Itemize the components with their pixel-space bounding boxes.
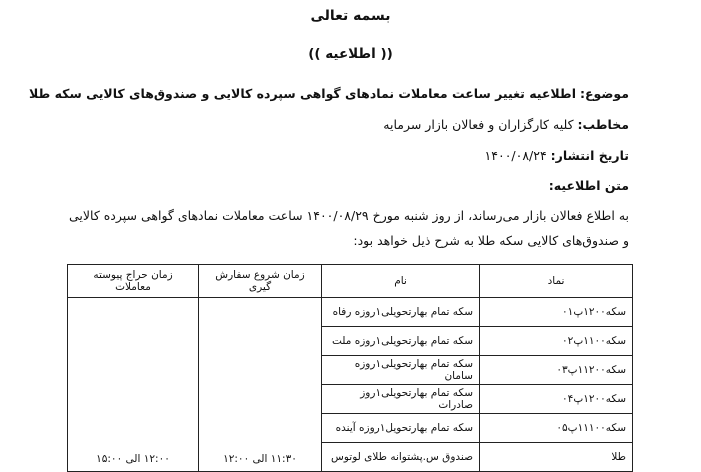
- subject-text: اطلاعیه تغییر ساعت معاملات نمادهای گواهی سپرده کالایی و صندوق‌های کالایی سکه طلا: [28, 86, 576, 101]
- body-paragraph: به اطلاع فعالان بازار می‌رساند، از روز شنبه مورخ ۱۴۰۰/۰۸/۲۹ ساعت معاملات نمادهای گواهی سپرده کالایی و صندوق‌های کالایی سکه طلا به شرح ذیل خواهد بود:: [69, 208, 629, 248]
- row-symbol: طلا: [480, 443, 633, 472]
- row-name: صندوق س.پشتوانه طلای لوتوس: [322, 443, 480, 472]
- header-name: نام: [322, 265, 480, 298]
- schedule-table: [67, 264, 633, 472]
- row-symbol: سکه۱۱۰۰پ۰۲: [480, 327, 633, 356]
- order-start-cell: ۱۱:۳۰ الی ۱۲:۰۰: [199, 298, 322, 472]
- header-order-start: زمان شروع سفارش گیری: [199, 265, 322, 298]
- continuous-auction-cell: ۱۲:۰۰ الی ۱۵:۰۰: [68, 298, 199, 472]
- header-symbol: نماد: [480, 265, 633, 298]
- row-name: سکه تمام بهارتحویلی۱روزه سامان: [322, 356, 480, 385]
- audience-label: مخاطب:: [577, 117, 629, 132]
- subject-line: [29, 86, 629, 101]
- publish-date-label: تاریخ انتشار:: [550, 148, 629, 163]
- row-name: سکه تمام بهارتحویل۱روزه آینده: [322, 414, 480, 443]
- audience-text: کلیه کارگزاران و فعالان بازار سرمایه: [383, 117, 574, 132]
- body-label: متن اطلاعیه:: [548, 178, 629, 193]
- table-row: [68, 298, 633, 327]
- basmala-heading: بسمه تعالی: [310, 8, 391, 24]
- row-symbol: سکه۱۲۰۰پ۰۱: [480, 298, 633, 327]
- row-name: سکه تمام بهارتحویلی۱روز صادرات: [322, 385, 480, 414]
- row-name: سکه تمام بهارتحویلی۱روزه ملت: [322, 327, 480, 356]
- header-continuous: زمان حراج پیوسته معاملات: [68, 265, 199, 298]
- table-header-row: [68, 265, 633, 298]
- subject-label: موضوع:: [579, 86, 629, 101]
- notice-title: (( اطلاعیه )): [308, 46, 393, 62]
- publish-date-value: ۱۴۰۰/۰۸/۲۴: [484, 148, 547, 163]
- row-symbol: سکه۱۱۱۰۰پ۰۵: [480, 414, 633, 443]
- row-name: سکه تمام بهارتحویلی۱روزه رفاه: [322, 298, 480, 327]
- audience-line: [383, 117, 629, 132]
- publish-date-line: [485, 148, 629, 163]
- row-symbol: سکه۱۲۰۰پ۰۴: [480, 385, 633, 414]
- row-symbol: سکه۱۱۲۰۰پ۰۳: [480, 356, 633, 385]
